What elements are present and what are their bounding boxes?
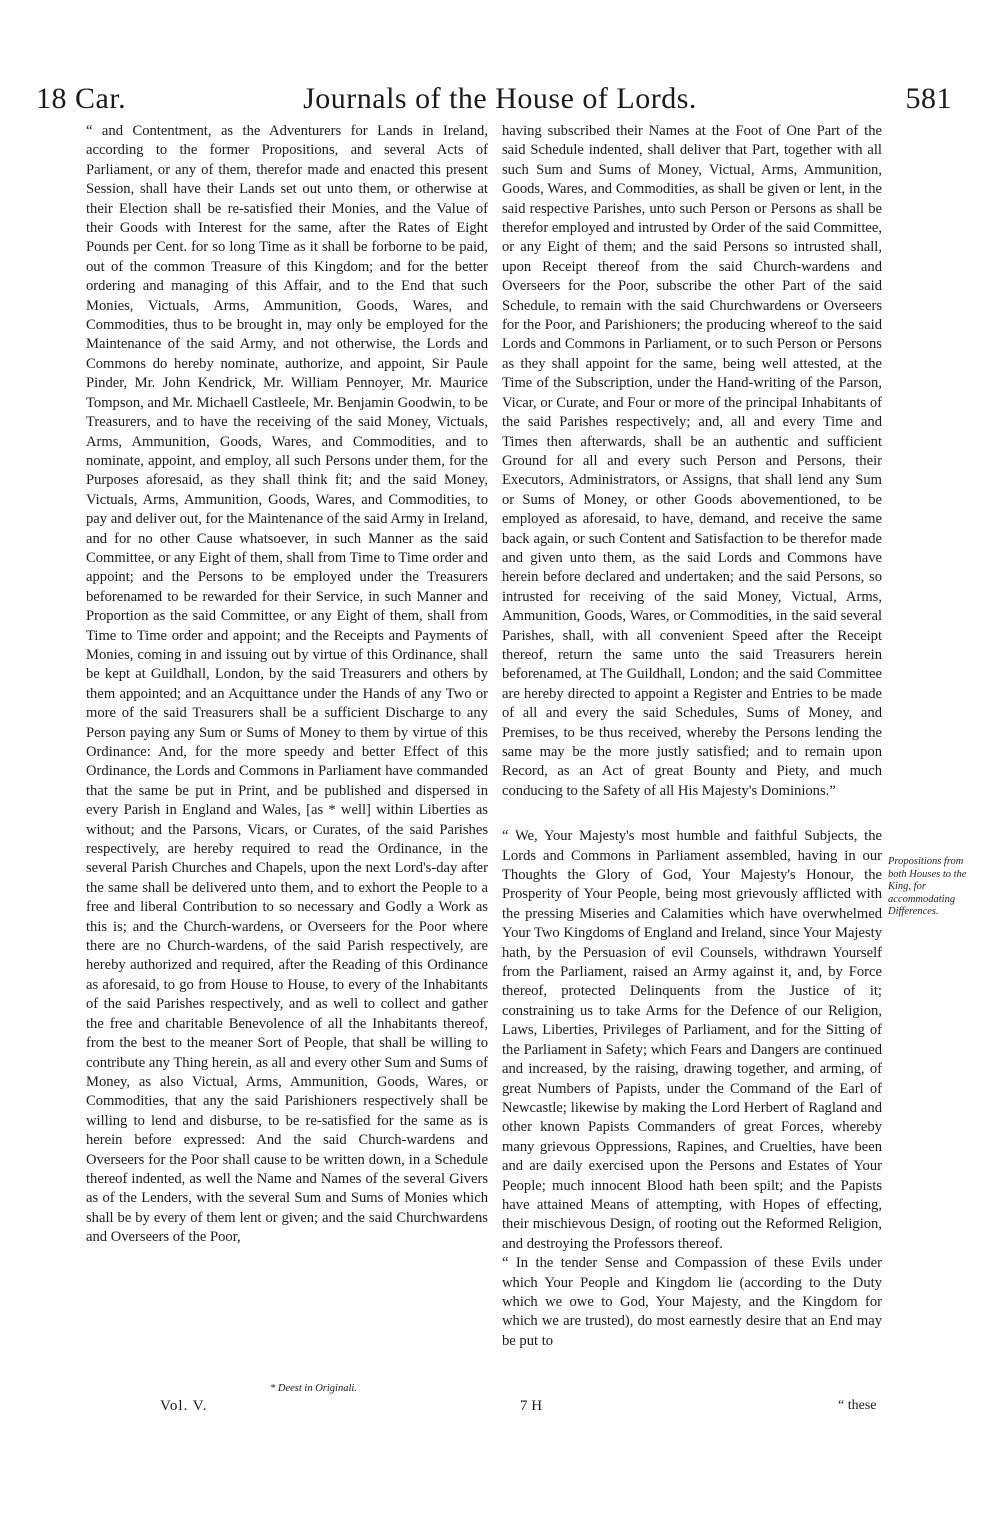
left-column-text: “ and Contentment, as the Adventurers for Lands in Ireland, according to the former Propositions, and several Acts of Parliament, or any of them, therefor made and enacted this present Session, shall have their Lands set out unto them, or otherwise at their Election shall be re-satisfied their Monies, and the Value of their Goods with Interest for the same, after the Rates of Eight Pounds per Cent. for so long Time as it shall be forborne to be paid, out of the common Treasure of this Kingdom; and for the better ordering and managing of this Affair, and to the End that such Monies, Victuals, Arms, Ammunition, Goods, Wares, and Commodities, thus to be brought in, may only be employed for the Maintenance of the said Army, and not otherwise, the Lords and Commons do hereby nominate, authorize, and appoint, Sir Paule Pinder, Mr. John Kendrick, Mr. William Pennoyer, Mr. Maurice Tompson, and Mr. Michaell Castleele, Mr. Benjamin Goodwin, to be Treasurers, and to have the receiving of the said Money, Victuals, Arms, Ammunition, Goods, Wares, and Commodities, and to nominate, appoint, and employ, all such Persons under them, for the Purposes aforesaid, as they shall think fit; and the said Money, Victuals, Arms, Ammunition, Goods, Wares, and Commodities, to pay and deliver out, for the Maintenance of the said Army in Ireland, and for no other Cause whatsoever, in such Manner as the said Committee, or any Eight of them, shall from Time to Time order and appoint; and the Persons to be employed under the Treasurers beforenamed to be rewarded for their Service, in such Manner and Proportion as the said Committee, or any Eight of them, shall from Time to Time order and appoint; and the Receipts and Payments of Monies, coming in and issuing out by virtue of this Ordinance, shall be kept at Guildhall, London, by the said Treasurers and others by them appointed; and an Acquittance under the Hands of any Two or more of the said Treasurers shall be a sufficient Discharge to any Person paying any Sum or Sums of Money to them by virtue of this Ordinance: And, for the more speedy and better Effect of this Ordinance, the Lords and Commons in Parliament have commanded that the same be put in Print, and be published and dispersed in every Parish in England and Wales, [as * well] within Liberties as without; and the Parsons, Vicars, or Curates, of the said Parishes respectively, are hereby required to read the Ordinance, in the several Parish Churches and Chapels, upon the next Lord's-day after the same shall be delivered unto them, and to exhort the People to a free and liberal Contribution to so necessary and Godly a Work as this is; and the Church-wardens, or Overseers for the Poor where there are no Church-wardens, of the said Parish respectively, are hereby authorized and required, after the Reading of this Ordinance as aforesaid, to go from House to House, to every of the Inhabitants of the said Parishes respectively, and as well to collect and gather the free and charitable Benevolence of all the Inhabitants thereof, from the best to the meaner Sort of People, that shall be willing to contribute any Thing herein, as all and every other Sum and Sums of Money, as also Victual, Arms, Ammunition, Goods, Wares, or Commodities, that any the said Parishioners respectively shall be willing to lend and disburse, to be re-satisfied for the same as is herein before expressed: And the said Church-wardens and Overseers for the Poor shall cause to be written down, in a Schedule thereof indented, as well the Name and Names of the several Givers as of the Lenders, with the several Sum and Sums of Monies which shall be by every of them lent or given; and the said Churchwardens and Overseers of the Poor, <box>86 123 489 1246</box>
signature-mark: 7 H <box>520 1398 543 1414</box>
footnote: * Deest in Originali. <box>270 1383 357 1394</box>
right-column <box>502 122 882 1351</box>
catchword: “ these <box>838 1398 877 1413</box>
page-number: 581 <box>905 82 952 115</box>
volume-label: Vol. V. <box>160 1398 208 1414</box>
right-column-para-2: “ We, Your Majesty's most humble and faithful Subjects, the Lords and Commons in Parliament assembled, having in our Thoughts the Glory of God, Your Majesty's Honour, the Prosperity of Your People, being most grievously afflicted with the pressing Miseries and Calamities which have overwhelmed Your Two Kingdoms of England and Ireland, since Your Majesty hath, by the Persuasion of evil Counsels, withdrawn Yourself from the Parliament, raised an Army against it, and, by Force thereof, protected Delinquents from the Justice of it; constraining us to take Arms for the Defence of our Religion, Laws, Liberties, Privileges of Parliament, and for the Sitting of the Parliament in Safety; which Fears and Dangers are continued and increased, by the raising, drawing together, and arming, of great Numbers of Papists, under the Command of the Earl of Newcastle; likewise by making the Lord Herbert of Ragland and other known Papists Commanders of great Forces, whereby many grievous Oppressions, Rapines, and Cruelties, have been and are daily exercised upon the Persons and Estates of Your People; much innocent Blood hath been spilt; and the Papists have attained Means of attempting, with Hopes of effecting, their mischievous Design, of rooting out the Reformed Religion, and destroying the Professors thereof. <box>502 828 882 1252</box>
regnal-year: 18 Car. <box>36 82 127 115</box>
left-column <box>86 122 488 1248</box>
margin-note: Propositions from both Houses to the King, for accommodating Differences. <box>888 856 967 917</box>
right-column-para-1: having subscribed their Names at the Foot of One Part of the said Schedule indented, shall deliver that Part, together with all such Sum and Sums of Money, Victual, Arms, Ammunition, Goods, Wares, and Commodities, as shall be given or lent, in the said respective Parishes, unto such Person or Persons as shall be therefor employed and intrusted by Order of the said Committee, or any Eight of them; and the said Persons so intrusted shall, upon Receipt thereof from the said Church-wardens and Overseers for the Poor, subscribe the other Part of the said Schedule, to remain with the said Churchwardens or Overseers for the Poor, and Parishioners; the producing whereof to the said Lords and Commons in Parliament, or to such Person or Persons as they shall appoint for the same, being well attested, at the Time of the Subscription, under the Hand-writing of the Parson, Vicar, or Curate, and Four or more of the principal Inhabitants of the said Parishes respectively; and, all and every Time and Times then afterwards, shall be an authentic and sufficient Ground for all and every such Person and Persons, their Executors, Administrators, or Assigns, that shall lend any Sum or Sums of Money, or other Goods abovementioned, to be employed as aforesaid, to have, demand, and receive the same back again, or such Content and Satisfaction to be therefor made and given unto them, as the said Lords and Commons have herein before declared and undertaken; and the said Persons, so intrusted for receiving of the said Money, Victual, Arms, Ammunition, Goods, Wares, or Commodities, in the said several Parishes, shall, with all convenient Speed after the Receipt thereof, return the same unto the said Treasurers herein beforenamed, at The Guildhall, London; and the said Committee are hereby directed to appoint a Register and Entries to be made of all and every the said Schedules, Sums of Money, and Premises, to be thus received, whereby the Persons lending the same may be the more justly satisfied; and to remain upon Record, as an Act of great Bounty and Piety, and much conducing to the Safety of all His Majesty's Dominions.” <box>502 123 882 799</box>
right-column-para-3: “ In the tender Sense and Compassion of these Evils under which Your People and Kingdom lie (according to the Duty which we owe to God, Your Majesty, and the Kingdom for which we are trusted), do most earnestly desire that an End may be put to <box>502 1255 882 1349</box>
running-title: Journals of the House of Lords. <box>303 82 697 115</box>
